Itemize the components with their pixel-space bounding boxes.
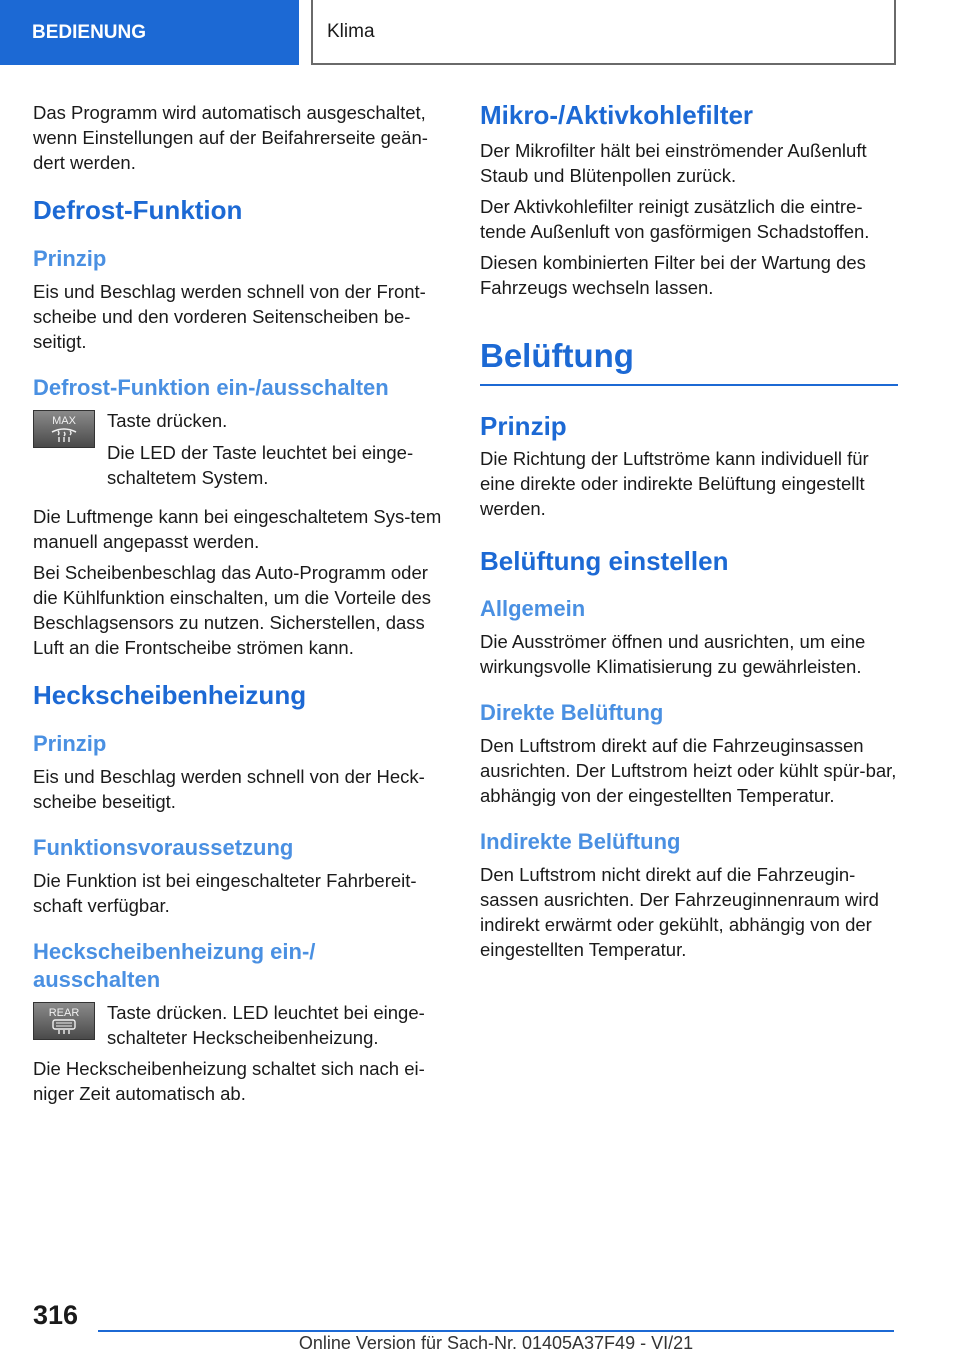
left-column: [33, 100, 445, 1112]
footer-divider: [98, 1330, 894, 1332]
rear-heating-heading: Heckscheibenheizung: [33, 680, 307, 710]
filter-paragraph-2: Der Aktivkohlefilter reinigt zusätzlich die eintre-tende Außenluft von gasförmigen Schadstoffen.: [480, 196, 870, 242]
rear-window-heat-icon: [50, 1019, 78, 1035]
defrost-switch-heading: Defrost-Funktion ein-/ausschalten: [33, 375, 389, 400]
rear-paragraph-1: Die Heckscheibenheizung schaltet sich nach ei-niger Zeit automatisch ab.: [33, 1058, 425, 1104]
intro-text: Das Programm wird automatisch ausgeschaltet, wenn Einstellungen auf der Beifahrerseite geän-dert werden.: [33, 102, 428, 173]
rear-window-heating-button-icon: [33, 1002, 95, 1040]
page-number: 316: [33, 1300, 79, 1330]
defrost-step-1: Taste drücken.: [107, 410, 228, 431]
filter-heading: Mikro-/Aktivkohlefilter: [480, 100, 754, 130]
section-tab: BEDIENUNG: [0, 0, 299, 65]
indirect-ventilation-heading: Indirekte Belüftung: [480, 829, 681, 854]
rear-button-label: REAR: [48, 1007, 80, 1019]
defrost-paragraph-2: Bei Scheibenbeschlag das Auto-Programm oder die Kühlfunktion einschalten, um die Vorteile des Beschlagsensors zu nutzen. Sicherstellen, dass Luft an die Frontscheibe strömen kann.: [33, 562, 432, 658]
general-heading: Allgemein: [480, 596, 586, 621]
defrost-prinzip-heading: Prinzip: [33, 246, 107, 271]
rear-instruction: [33, 1000, 445, 1056]
defrost-prinzip-text: Eis und Beschlag werden schnell von der Front-scheibe und den vorderen Seitenscheiben be-seitigt.: [33, 281, 426, 352]
ventilation-heading: Belüftung: [480, 336, 898, 386]
rear-switch-heading: Heckscheibenheizung ein-/ ausschalten: [33, 939, 316, 992]
ventilation-set-heading: Belüftung einstellen: [480, 546, 729, 576]
rear-prinzip-heading: Prinzip: [33, 731, 107, 756]
rear-requirement-text: Die Funktion ist bei eingeschalteter Fahrbereit-schaft verfügbar.: [33, 870, 417, 916]
general-text: Die Ausströmer öffnen und ausrichten, um eine wirkungsvolle Klimatisierung zu gewährleisten.: [480, 631, 866, 677]
defrost-paragraph-1: Die Luftmenge kann bei eingeschaltetem Sys-tem manuell angepasst werden.: [33, 506, 442, 552]
defrost-heading: Defrost-Funktion: [33, 195, 243, 225]
filter-paragraph-1: Der Mikrofilter hält bei einströmender Außenluft Staub und Blütenpollen zurück.: [480, 140, 867, 186]
rear-prinzip-text: Eis und Beschlag werden schnell von der Heck-scheibe beseitigt.: [33, 766, 425, 812]
direct-ventilation-text: Den Luftstrom direkt auf die Fahrzeuginsassen ausrichten. Der Luftstrom heizt oder kühlt spür-bar, abhängig von der eingestellten Temperatur.: [480, 735, 897, 806]
filter-paragraph-3: Diesen kombinierten Filter bei der Wartung des Fahrzeugs wechseln lassen.: [480, 252, 866, 298]
footer-version: Online Version für Sach-Nr. 01405A37F49 - VI/21: [298, 1333, 694, 1353]
defrost-step-2: Die LED der Taste leuchtet bei einge-schaltetem System.: [107, 442, 414, 488]
max-button-label: MAX: [52, 415, 76, 427]
ventilation-prinzip-heading: Prinzip: [480, 411, 567, 441]
rear-requirement-heading: Funktionsvoraussetzung: [33, 835, 294, 860]
rear-step: Taste drücken. LED leuchtet bei einge-schalteter Heckscheibenheizung.: [107, 1002, 425, 1048]
right-column: [480, 100, 898, 968]
chapter-title: Klima: [311, 0, 896, 65]
windshield-heat-icon: [50, 427, 78, 443]
indirect-ventilation-text: Den Luftstrom nicht direkt auf die Fahrzeugin-sassen ausrichten. Der Fahrzeuginnenraum wird indirekt erwärmt oder gekühlt, abhängig von der eingestellten Temperatur.: [480, 864, 879, 960]
ventilation-prinzip-text: Die Richtung der Luftströme kann individuell für eine direkte oder indirekte Belüftung eingestellt werden.: [480, 448, 869, 519]
direct-ventilation-heading: Direkte Belüftung: [480, 700, 664, 725]
max-defrost-button-icon: [33, 410, 95, 448]
